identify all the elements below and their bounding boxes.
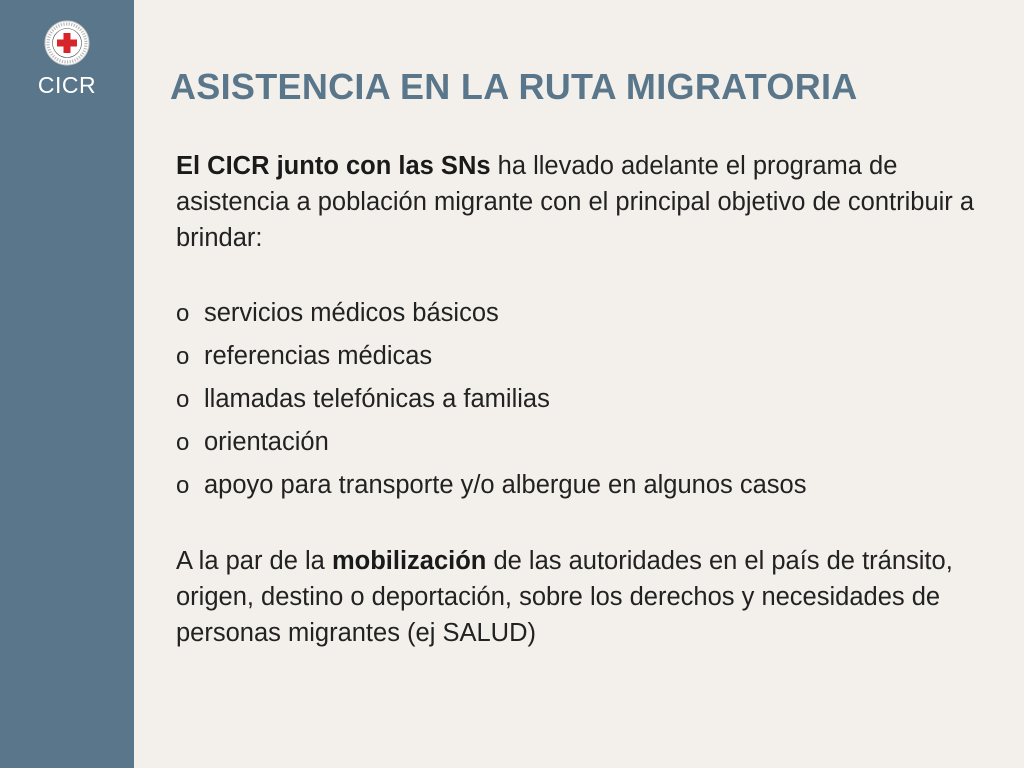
list-item-text: llamadas telefónicas a familias xyxy=(204,385,550,413)
closing-pre: A la par de la xyxy=(176,547,332,575)
org-name: CICR xyxy=(37,72,97,98)
list-item xyxy=(176,292,996,335)
bullet-marker: o xyxy=(176,472,190,499)
intro-bold: El CICR junto con las SNs xyxy=(176,152,491,180)
page-title: ASISTENCIA EN LA RUTA MIGRATORIA xyxy=(170,66,858,107)
red-cross-emblem-icon xyxy=(44,20,90,66)
list-item xyxy=(176,378,996,421)
list-item xyxy=(176,464,996,507)
list-item-text: servicios médicos básicos xyxy=(204,299,499,327)
list-item xyxy=(176,335,996,378)
intro-paragraph xyxy=(176,148,996,256)
sidebar xyxy=(0,0,134,768)
list-item-text: apoyo para transporte y/o albergue en algunos casos xyxy=(204,471,807,499)
intro-text: ha llevado adelante el programa de asistencia a población migrante con el principal objetivo de contribuir a brindar: xyxy=(176,152,975,252)
list-item xyxy=(176,421,996,464)
bullet-marker: o xyxy=(176,343,190,370)
closing-paragraph xyxy=(176,543,996,651)
closing-post: de las autoridades en el país de tránsito, origen, destino o deportación, sobre los derechos y necesidades de personas migrantes (ej SALUD) xyxy=(176,547,953,647)
list-item-text: referencias médicas xyxy=(204,342,433,370)
slide-body xyxy=(176,148,996,651)
list-item-text: orientación xyxy=(204,428,329,456)
bullet-marker: o xyxy=(176,386,190,413)
closing-bold: mobilización xyxy=(331,547,487,575)
bullet-marker: o xyxy=(176,429,190,456)
bullet-list xyxy=(176,292,996,507)
bullet-marker: o xyxy=(176,300,190,327)
